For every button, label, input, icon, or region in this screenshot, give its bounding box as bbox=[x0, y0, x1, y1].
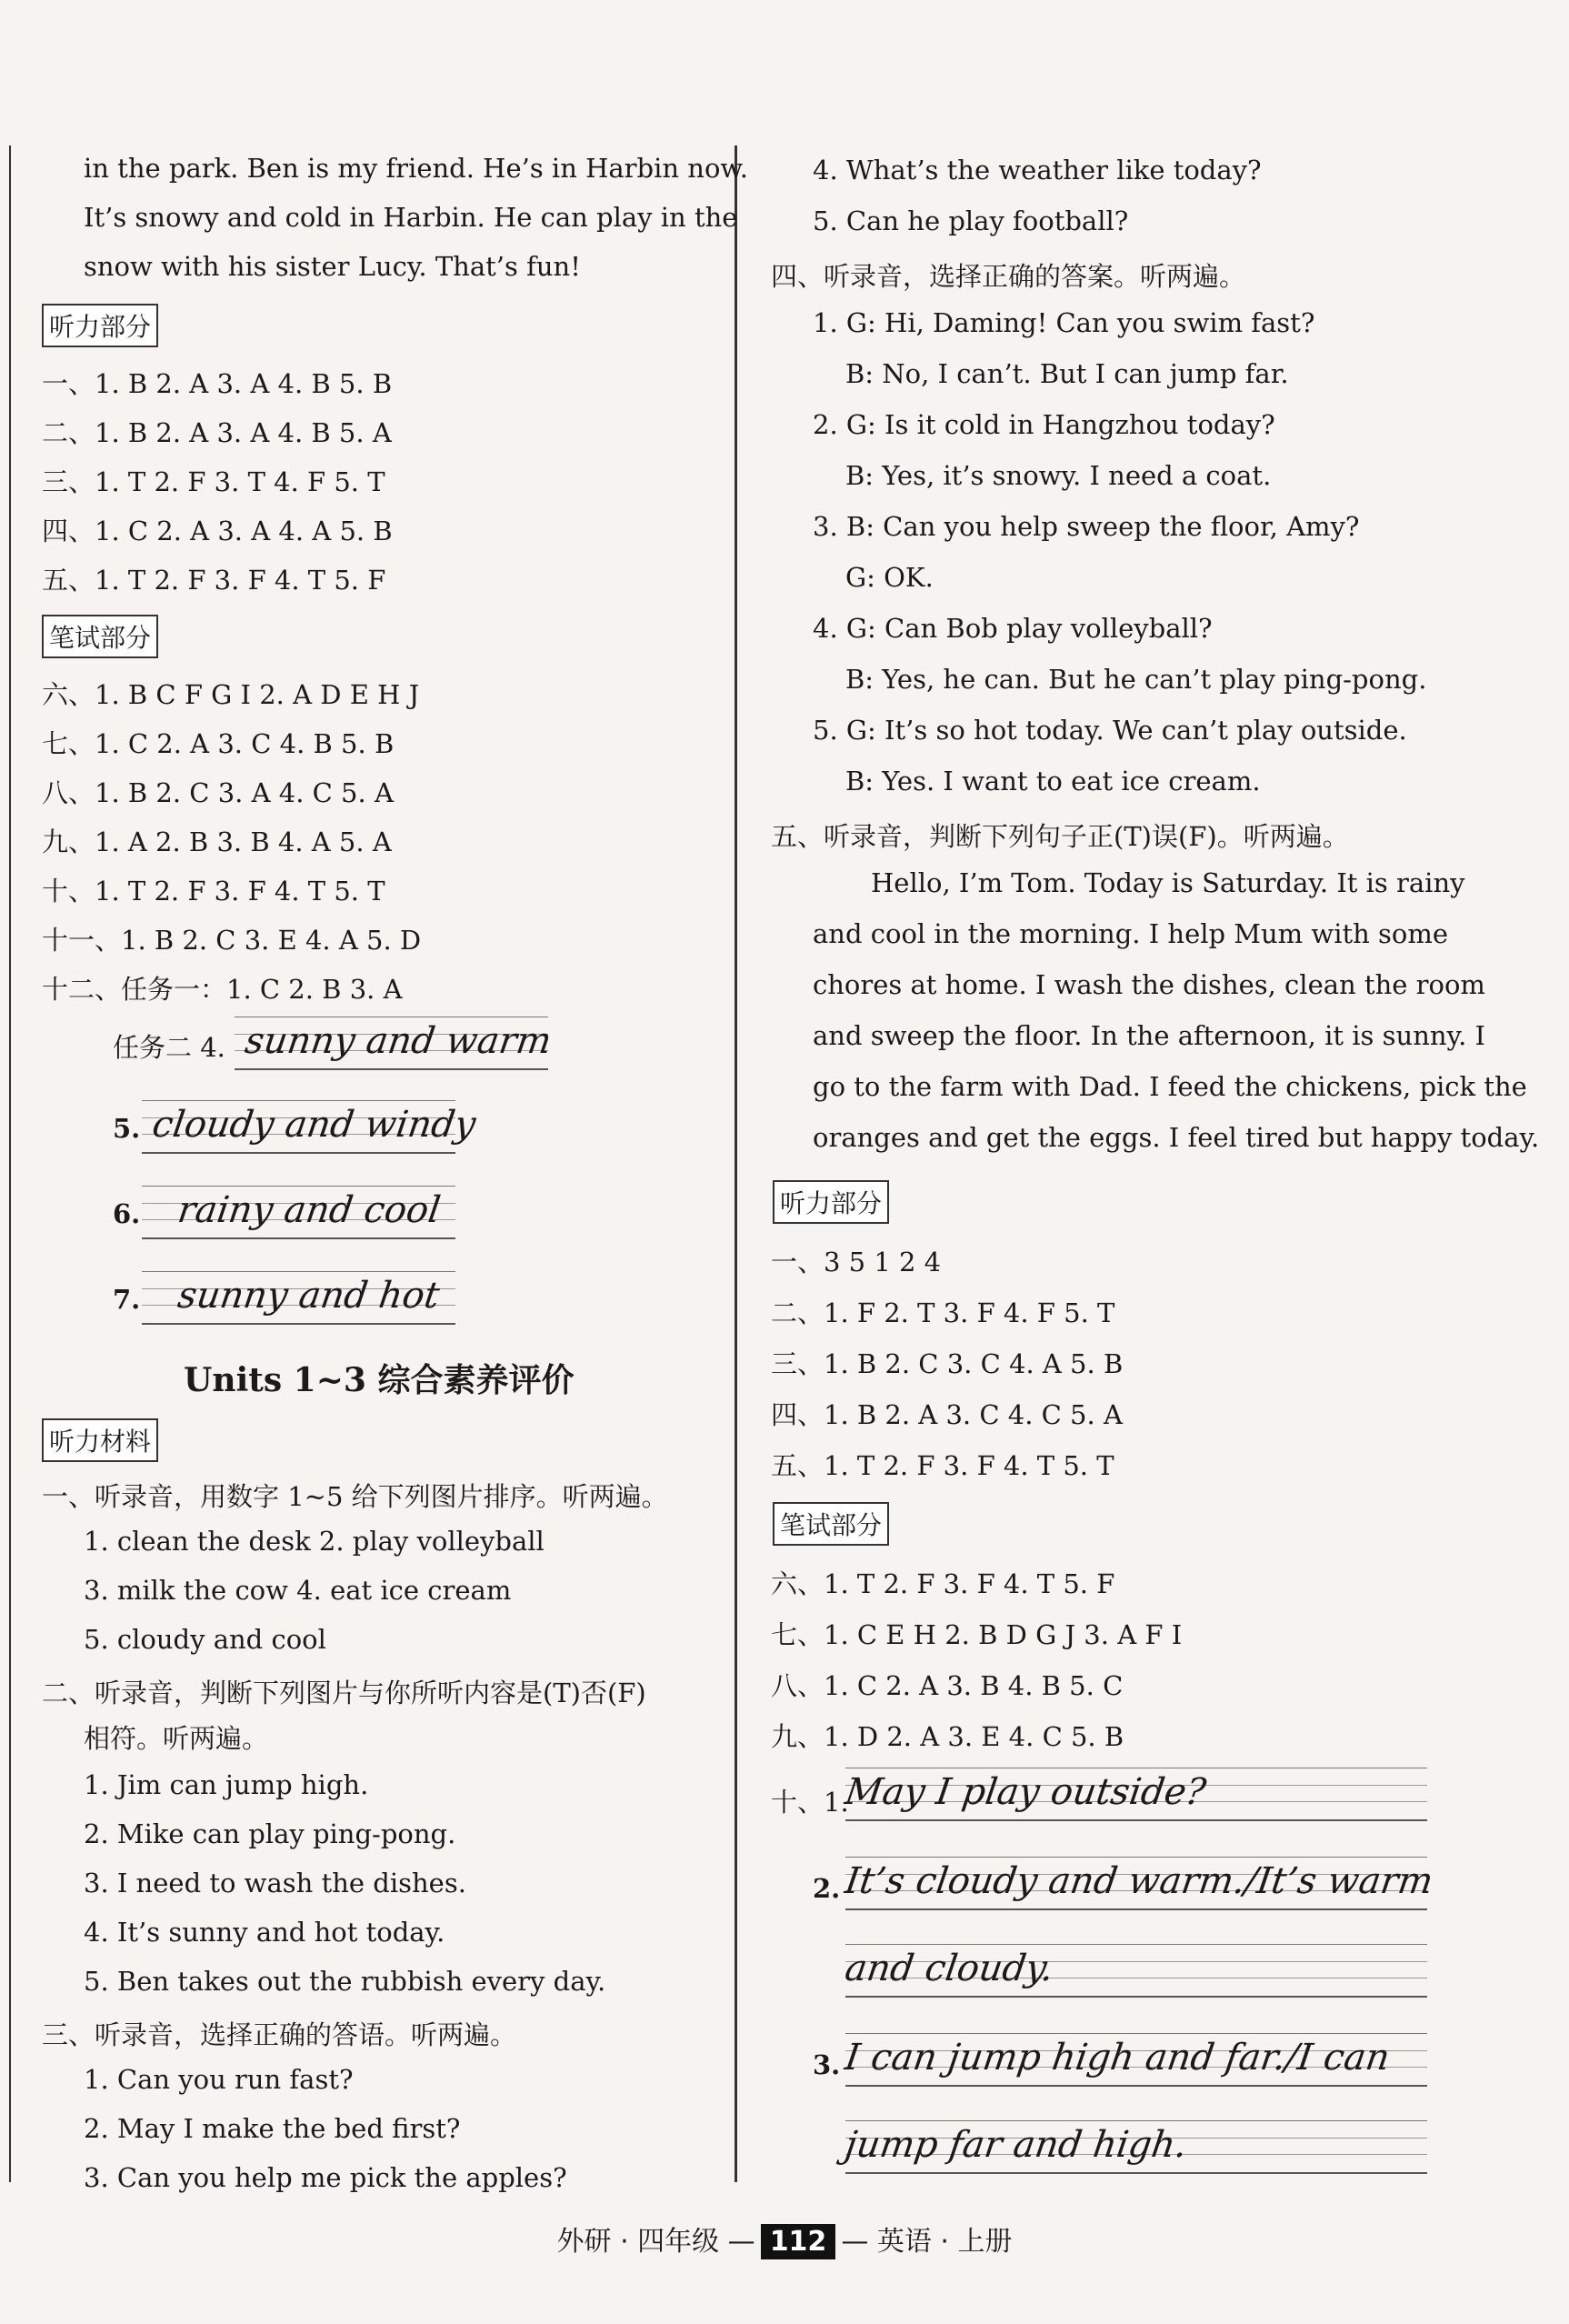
answer-row: 九、1. D 2. A 3. E 4. C 5. B bbox=[771, 1721, 1124, 1752]
material-line: 二、听录音，判断下列图片与你所听内容是(T)否(F) bbox=[42, 1678, 646, 1708]
passage-line: and sweep the floor. In the afternoon, it is sunny. I bbox=[813, 1020, 1485, 1051]
answer-row: 三、1. B 2. C 3. C 4. A 5. B bbox=[771, 1348, 1124, 1379]
answer-row: 一、1. B 2. A 3. A 4. B 5. B bbox=[42, 368, 393, 399]
handwriting-line bbox=[235, 1017, 555, 1071]
answer-row: 六、1. T 2. F 3. F 4. T 5. F bbox=[771, 1568, 1115, 1599]
handwriting-line bbox=[142, 1186, 455, 1240]
handwriting-number: 十、1. bbox=[771, 1787, 849, 1818]
material-line: 三、听录音，选择正确的答语。听两遍。 bbox=[42, 2019, 517, 2050]
material-section-label: 听力材料 bbox=[42, 1418, 158, 1462]
handwritten-answer: I can jump high and far./I can bbox=[842, 2037, 1393, 2079]
passage-line: oranges and get the eggs. I feel tired but happy today. bbox=[813, 1122, 1540, 1153]
answer-row: 四、1. C 2. A 3. A 4. A 5. B bbox=[42, 516, 393, 546]
material-line: 3. B: Can you help sweep the floor, Amy? bbox=[813, 511, 1360, 542]
answer-row: 三、1. T 2. F 3. T 4. F 5. T bbox=[42, 466, 385, 497]
page-footer bbox=[0, 2219, 1569, 2259]
handwriting-line bbox=[842, 1857, 1436, 1915]
passage-line: snow with his sister Lucy. That’s fun! bbox=[84, 251, 581, 282]
handwriting-number: 任务二 4. bbox=[113, 1032, 225, 1063]
answer-row: 七、1. C E H 2. B D G J 3. A F I bbox=[771, 1619, 1183, 1650]
answer-row: 八、1. C 2. A 3. B 4. B 5. C bbox=[771, 1670, 1124, 1701]
handwriting-number: 5. bbox=[113, 1113, 141, 1144]
handwriting-line bbox=[842, 1768, 1427, 1826]
material-line: 1. clean the desk 2. play volleyball bbox=[84, 1526, 545, 1557]
material-line: 3. milk the cow 4. eat ice cream bbox=[84, 1575, 512, 1606]
passage-line: go to the farm with Dad. I feed the chickens, pick the bbox=[813, 1071, 1527, 1102]
material-line: 5. G: It’s so hot today. We can’t play outside. bbox=[813, 715, 1407, 746]
answer-row: 八、1. B 2. C 3. A 4. C 5. A bbox=[42, 777, 394, 808]
passage-line: in the park. Ben is my friend. He’s in Harbin now. bbox=[84, 153, 749, 184]
passage-line: and cool in the morning. I help Mum with some bbox=[813, 918, 1449, 949]
handwritten-answer: May I play outside? bbox=[842, 1771, 1209, 1813]
answer-row: 五、1. T 2. F 3. F 4. T 5. T bbox=[771, 1450, 1114, 1481]
handwritten-answer: jump far and high. bbox=[842, 2124, 1190, 2166]
handwriting-line bbox=[842, 2120, 1427, 2179]
material-line: B: Yes, it’s snowy. I need a coat. bbox=[845, 460, 1272, 491]
material-line: 2. May I make the bed first? bbox=[84, 2113, 461, 2144]
material-line: 1. G: Hi, Daming! Can you swim fast? bbox=[813, 307, 1315, 338]
handwriting-line bbox=[142, 1271, 455, 1326]
handwritten-answer: rainy and cool bbox=[175, 1189, 444, 1231]
answer-row: 十一、1. B 2. C 3. E 4. A 5. D bbox=[42, 925, 422, 956]
handwriting-line bbox=[142, 1100, 479, 1155]
material-line: 4. It’s sunny and hot today. bbox=[84, 1917, 445, 1948]
passage-line: Hello, I’m Tom. Today is Saturday. It is rainy bbox=[871, 867, 1465, 898]
material-line: G: OK. bbox=[845, 562, 934, 593]
answer-row: 二、1. F 2. T 3. F 4. F 5. T bbox=[771, 1297, 1115, 1328]
answer-row: 十、1. T 2. F 3. F 4. T 5. T bbox=[42, 876, 385, 907]
material-line: 1. Can you run fast? bbox=[84, 2064, 354, 2095]
material-line: 2. Mike can play ping-pong. bbox=[84, 1818, 456, 1849]
listening-section-label: 听力部分 bbox=[42, 304, 158, 347]
written-section-label: 笔试部分 bbox=[42, 615, 158, 658]
material-line: 1. Jim can jump high. bbox=[84, 1769, 369, 1800]
column-divider bbox=[735, 145, 737, 2182]
answer-row: 二、1. B 2. A 3. A 4. B 5. A bbox=[42, 417, 392, 448]
answer-row: 一、3 5 1 2 4 bbox=[771, 1247, 942, 1277]
handwritten-answer: and cloudy. bbox=[842, 1948, 1056, 1989]
left-margin-line bbox=[9, 145, 11, 2182]
material-line: B: Yes, he can. But he can’t play ping-pong. bbox=[845, 664, 1427, 695]
handwriting-line bbox=[842, 1944, 1427, 2002]
material-line: 4. G: Can Bob play volleyball? bbox=[813, 613, 1213, 644]
handwriting-number: 2. bbox=[813, 1873, 841, 1904]
material-line: 4. What’s the weather like today? bbox=[813, 155, 1262, 185]
answer-row: 十二、任务一：1. C 2. B 3. A bbox=[42, 974, 403, 1005]
footer-left: 外研 · 四年级 — bbox=[556, 2226, 755, 2258]
answer-row: 四、1. B 2. A 3. C 4. C 5. A bbox=[771, 1399, 1123, 1430]
units-heading: Units 1~3 综合素养评价 bbox=[184, 1361, 575, 1399]
material-line: 四、听录音，选择正确的答案。听两遍。 bbox=[771, 261, 1246, 292]
material-line: 相符。听两遍。 bbox=[84, 1723, 269, 1754]
material-line: 5. cloudy and cool bbox=[84, 1624, 326, 1655]
handwriting-number: 7. bbox=[113, 1284, 141, 1315]
handwriting-number: 3. bbox=[813, 2049, 841, 2080]
handwritten-answer: sunny and warm bbox=[242, 1020, 555, 1062]
passage-line: It’s snowy and cold in Harbin. He can play in the bbox=[84, 202, 738, 233]
material-line: B: Yes. I want to eat ice cream. bbox=[845, 766, 1261, 796]
answer-row: 七、1. C 2. A 3. C 4. B 5. B bbox=[42, 728, 395, 759]
handwritten-answer: cloudy and windy bbox=[149, 1104, 479, 1146]
written-section-label: 笔试部分 bbox=[773, 1502, 889, 1546]
answer-row: 六、1. B C F G I 2. A D E H J bbox=[42, 679, 420, 710]
handwritten-answer: It’s cloudy and warm./It’s warm bbox=[842, 1860, 1436, 1902]
material-line: 五、听录音，判断下列句子正(T)误(F)。听两遍。 bbox=[771, 821, 1349, 852]
material-line: 5. Can he play football? bbox=[813, 205, 1129, 236]
answer-row: 九、1. A 2. B 3. B 4. A 5. A bbox=[42, 826, 392, 857]
handwriting-line bbox=[842, 2033, 1427, 2091]
material-line: 5. Ben takes out the rubbish every day. bbox=[84, 1966, 606, 1997]
material-line: 3. I need to wash the dishes. bbox=[84, 1868, 466, 1898]
page-number: 112 bbox=[761, 2224, 836, 2259]
handwriting-number: 6. bbox=[113, 1198, 141, 1229]
material-line: B: No, I can’t. But I can jump far. bbox=[845, 358, 1289, 389]
material-line: 2. G: Is it cold in Hangzhou today? bbox=[813, 409, 1275, 440]
material-line: 3. Can you help me pick the apples? bbox=[84, 2162, 567, 2193]
handwritten-answer: sunny and hot bbox=[175, 1275, 443, 1317]
passage-line: chores at home. I wash the dishes, clean the room bbox=[813, 969, 1485, 1000]
footer-right: — 英语 · 上册 bbox=[841, 2226, 1013, 2258]
listening-section-label: 听力部分 bbox=[773, 1180, 889, 1224]
material-line: 一、听录音，用数字 1~5 给下列图片排序。听两遍。 bbox=[42, 1481, 668, 1512]
answer-row: 五、1. T 2. F 3. F 4. T 5. F bbox=[42, 565, 386, 596]
